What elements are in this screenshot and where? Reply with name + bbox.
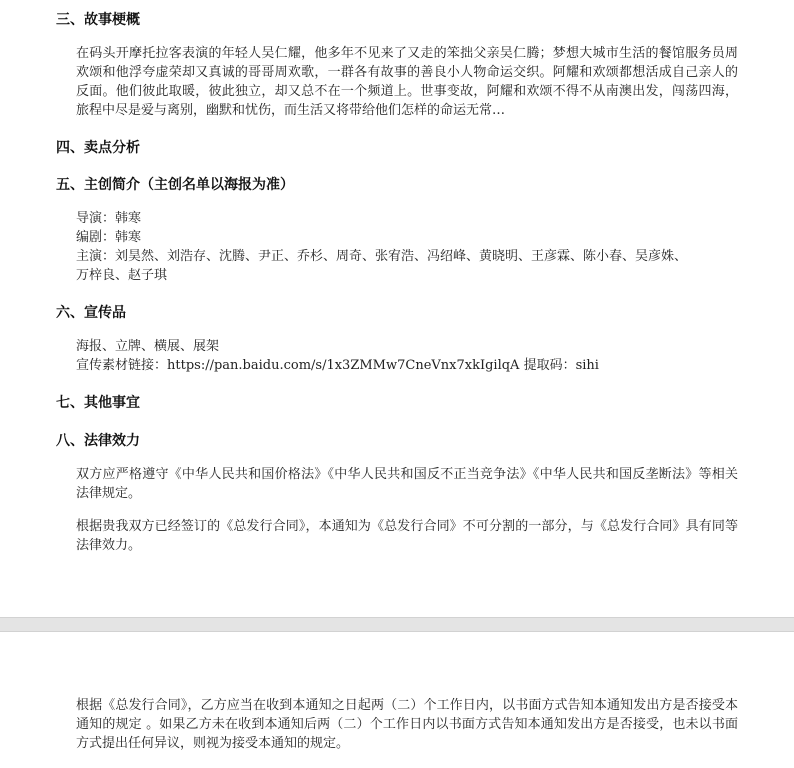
story-synopsis-paragraph: 在码头开摩托拉客表演的年轻人吴仁耀，他多年不见来了又走的笨拙父亲吴仁腾；梦想大城市生活的餐馆服务员周欢颂和他浮夸虚荣却又真诚的哥哥周欢歌，一群各有故事的善良小人物命运交织。阿耀和欢颂都想活成自己亲人的反面。他们彼此取暖，彼此独立，却又总不在一个频道上。世事变故，阿耀和欢颂不得不从南澳出发，闯荡四海，旅程中尽是爱与离别，幽默和忧伤，而生活又将带给他们怎样的命运无常… <box>76 46 738 118</box>
section-heading-creators: 五、主创简介（主创名单以海报为准） <box>56 177 294 193</box>
section-heading-selling-points: 四、卖点分析 <box>56 140 140 156</box>
section-heading-story: 三、故事梗概 <box>56 12 140 28</box>
section-heading-legal-effect: 八、法律效力 <box>56 433 140 449</box>
acceptance-notice-paragraph: 根据《总发行合同》，乙方应当在收到本通知之日起两（二）个工作日内，以书面方式告知本通知发出方是否接受本通知的规定 。如果乙方未在收到本通知后两（二）个工作日内以书面方式告知本通知发出方是否接受，也未以书面方式提出任何异议，则视为接受本通知的规定。 <box>76 698 738 751</box>
section-heading-other-matters: 七、其他事宜 <box>56 395 140 411</box>
document-page-2 <box>0 632 794 768</box>
promo-items-line: 海报、立牌、横展、展架 <box>76 339 220 354</box>
legal-paragraph-laws: 双方应严格遵守《中华人民共和国价格法》《中华人民共和国反不正当竞争法》《中华人民共和国反垄断法》等相关法律规定。 <box>76 467 738 501</box>
legal-paragraph-contract: 根据贵我双方已经签订的《总发行合同》，本通知为《总发行合同》不可分割的一部分，与《总发行合同》具有同等法律效力。 <box>76 519 738 553</box>
cast-line: 主演：刘昊然、刘浩存、沈腾、尹正、乔杉、周奇、张宥浩、冯绍峰、黄晓明、王彦霖、陈小春、吴彦姝、 <box>76 249 688 264</box>
cast-line-continued: 万梓良、赵子琪 <box>76 268 168 283</box>
page-break-divider <box>0 617 794 632</box>
promo-link-line: 宣传素材链接：https://pan.baidu.com/s/1x3ZMMw7CneVnx7xkIgilqA 提取码：sihi <box>76 358 599 373</box>
writer-line: 编剧：韩寒 <box>76 230 142 245</box>
director-line: 导演：韩寒 <box>76 211 142 226</box>
section-heading-promo-materials: 六、宣传品 <box>56 305 126 321</box>
